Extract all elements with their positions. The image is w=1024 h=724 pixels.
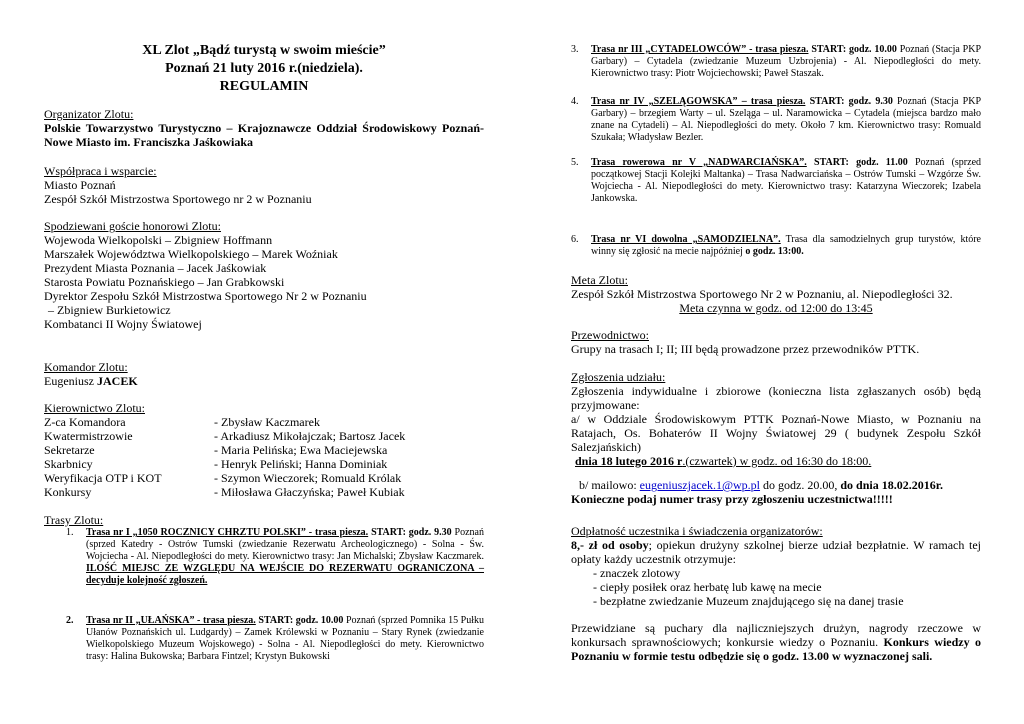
route-number: 3. (571, 44, 579, 55)
guides-text: Grupy na trasach I; II; III będą prowadzone przez przewodników PTTK. (571, 342, 920, 356)
meta-label: Meta Zlotu: (571, 273, 628, 287)
management-role: Konkursy (44, 485, 92, 499)
route-number: 2. (66, 615, 74, 626)
cooperation-item: Zespół Szkół Mistrzostwa Sportowego nr 2 w Poznaniu (44, 192, 312, 206)
organizer-section (44, 107, 484, 149)
registration-mail (571, 478, 981, 492)
management-person: - Miłosława Głaczyńska; Paweł Kubiak (214, 485, 405, 499)
route-number: 4. (571, 96, 579, 107)
meta-section (571, 273, 981, 315)
registration-section (571, 370, 981, 506)
route-1 (66, 527, 484, 587)
route-deadline: o godz. 13:00. (745, 246, 804, 257)
prizes-section (571, 621, 981, 663)
registration-date-rest: .(czwartek) w godz. od 16:30 do 18:00. (682, 454, 872, 468)
document-heading: REGULAMIN (219, 79, 309, 94)
route-name: Trasa nr I „1050 ROCZNICY CHRZTU POLSKI” - trasa piesza. (86, 527, 369, 538)
fee-label: Odpłatność uczestnika i świadczenia organizatorów: (571, 524, 823, 538)
route-5 (571, 157, 981, 205)
route-start: START: godz. 9.30 (809, 96, 893, 107)
guest-item: Starosta Powiatu Poznańskiego – Jan Grabkowski (44, 275, 285, 289)
commander-name (44, 374, 484, 388)
meta-place: Zespół Szkół Mistrzostwa Sportowego Nr 2 w Poznaniu, al. Niepodległości 32. (571, 287, 953, 301)
management-label: Kierownictwo Zlotu: (44, 401, 145, 415)
registration-office: a/ w Oddziale Środowiskowym PTTK Poznań-Nowe Miasto, w Poznaniu na Ratajach, Os. Bohaterów II Wojny Światowej 29 ( budynek Zespołu Szkół Salezjańskich) (571, 412, 981, 454)
route-name: Trasa rowerowa nr V „NADWARCIAŃSKA”. (591, 157, 807, 168)
registration-date-bold: dnia 18 lutego 2016 r (575, 454, 683, 468)
route-description: Poznań (sprzed Katedry - Ostrów Tumski (zwiedzanie Rezerwatu Archeologicznego) - Solna - Św. Wojciecha - Al. Niepodległości do mety. Kierownictwo trasy: Jan Michalski; Zbysław Kaczmarek. (86, 527, 484, 562)
event-title: XL Zlot „Bądź turystą w swoim mieście” (142, 43, 386, 58)
route-start: START: godz. 10.00 (811, 44, 897, 55)
prizes-text: Przewidziane są puchary dla najliczniejszych drużyn, nagrody rzeczowe w konkursach sprawnościowych; konkursie wiedzy o Poznaniu. (571, 621, 981, 649)
route-start: START: godz. 11.00 (814, 157, 908, 168)
route-number: 1. (66, 527, 74, 538)
fee-description: ; opiekun drużyny szkolnej bierze udział bezpłatnie. W ramach tej opłaty każdy uczestnik otrzymuje: (571, 538, 981, 566)
route-3 (571, 44, 981, 80)
route-name: Trasa nr II „UŁAŃSKA” - trasa piesza. (86, 615, 256, 626)
organizer-label: Organizator Zlotu: (44, 107, 134, 121)
guest-item: Wojewoda Wielkopolski – Zbigniew Hoffmann (44, 233, 273, 247)
fee-benefits-list (571, 566, 981, 608)
registration-label: Zgłoszenia udziału: (571, 370, 666, 384)
cooperation-label: Współpraca i wsparcie: (44, 164, 157, 178)
guides-label: Przewodnictwo: (571, 328, 649, 342)
management-role: Kwatermistrzowie (44, 429, 133, 443)
title-block (44, 42, 484, 96)
cooperation-section (44, 164, 484, 206)
management-row (44, 429, 484, 443)
cooperation-item: Miasto Poznań (44, 178, 116, 192)
management-person: - Henryk Peliński; Hanna Dominiak (214, 457, 388, 471)
commander-last: JACEK (97, 374, 138, 388)
meta-hours: Meta czynna w godz. od 12:00 do 13:45 (679, 301, 873, 315)
email-link[interactable]: eugeniuszjacek.1@wp.pl (639, 478, 761, 492)
mail-middle: do godz. 20.00, (760, 478, 841, 492)
commander-first: Eugeniusz (44, 374, 94, 388)
organizer-name: Polskie Towarzystwo Turystyczno – Krajoznawcze Oddział Środowiskowy Poznań-Nowe Miasto im. Franciszka Jaśkowiaka (44, 121, 484, 149)
route-6 (571, 234, 981, 258)
route-description: Poznań (Stacja PKP Garbary) – brzegiem Warty – ul. Szeląga – ul. Naramowicka – Cytadela (miejsca bardzo mało znane na Cytadeli) – Al. Niepodległości do mety. Około 7 km. Kierownictwo trasy: Romuald Szukała; Władysław Bezler. (591, 96, 982, 143)
route-description: Poznań (Stacja PKP Garbary) – Cytadela (zwiedzanie Muzeum Uzbrojenia) - Al. Niepodległości do mety. Kierownictwo trasy: Piotr Wojciechowski; Paweł Staszak. (591, 44, 981, 79)
route-name: Trasa nr III „CYTADELOWCÓW” - trasa piesza. (591, 44, 809, 55)
guests-label: Spodziewani goście honorowi Zlotu: (44, 219, 221, 233)
management-person: - Arkadiusz Mikołajczak; Bartosz Jacek (214, 429, 406, 443)
management-row (44, 485, 484, 499)
event-date: Poznań 21 luty 2016 r.(niedziela). (165, 61, 363, 76)
management-role: Sekretarze (44, 443, 95, 457)
list-item: - ciepły posiłek oraz herbatę lub kawę na mecie (593, 580, 822, 594)
management-row (44, 443, 484, 457)
route-2 (66, 615, 484, 663)
management-role: Z-ca Komandora (44, 415, 126, 429)
routes-label: Trasy Zlotu: (44, 513, 104, 527)
management-person: - Zbysław Kaczmarek (214, 415, 320, 429)
mail-prefix: b/ mailowo: (579, 478, 640, 492)
fee-text (571, 538, 981, 566)
route-number: 6. (571, 234, 579, 245)
management-person: - Maria Pelińska; Ewa Maciejewska (214, 443, 388, 457)
route-name: Trasa nr IV „SZELĄGOWSKA” – trasa piesza. (591, 96, 806, 107)
fee-section (571, 524, 981, 608)
registration-date (571, 454, 981, 468)
route-start: START: godz. 10.00 (258, 615, 344, 626)
guides-section (571, 328, 981, 356)
management-person: - Szymon Wieczorek; Romuald Królak (214, 471, 402, 485)
management-row (44, 415, 484, 429)
route-number: 5. (571, 157, 579, 168)
management-role: Skarbnicy (44, 457, 93, 471)
guest-item: Prezydent Miasta Poznania – Jacek Jaśkowiak (44, 261, 267, 275)
guest-item: Kombatanci II Wojny Światowej (44, 317, 202, 331)
route-name: Trasa nr VI dowolna „SAMODZIELNA”. (591, 234, 781, 245)
guests-section (44, 219, 484, 331)
route-4 (571, 96, 981, 144)
commander-label: Komandor Zlotu: (44, 360, 128, 374)
route-note: ILOŚĆ MIEJSC ZE WZGLĘDU NA WEJŚCIE DO REZERWATU OGRANICZONA – decyduje kolejność zgłoszeń. (86, 563, 484, 586)
registration-note: Konieczne podaj numer trasy przy zgłoszeniu uczestnictwa!!!!! (571, 492, 893, 506)
list-item: - bezpłatne zwiedzanie Muzeum znajdującego się na danej trasie (593, 594, 904, 608)
management-role: Weryfikacja OTP i KOT (44, 471, 162, 485)
management-row (44, 457, 484, 471)
management-section (44, 401, 484, 499)
prizes-contest: Konkurs wiedzy o Poznaniu w formie testu odbędzie się o godz. 13.00 w wyznaczonej sali. (571, 635, 981, 663)
registration-intro: Zgłoszenia indywidualne i zbiorowe (konieczna lista zgłaszanych osób) będą przyjmowane: (571, 384, 981, 412)
route-description: Poznań (sprzed Pomnika 15 Pułku Ułanów Poznańskich ul. Ludgardy) – Zamek Królewski w Poznaniu – Stary Rynek (zwiedzanie Wielkopolskiego Muzeum Wojskowego) - Solna - Al. Niepodległości do mety. Kierownictwo trasy: Halina Bukowska; Barbara Fintzel; Krystyn Bukowski (86, 615, 485, 662)
route-description: Trasa dla samodzielnych grup turystów, które winny się zgłosić na mecie najpóźniej (591, 234, 981, 257)
route-description: Poznań (sprzed początkowej Stacji Kolejki Maltanka) – Trasa Nadwarciańska – Ostrów Tumski – Wzgórze Św. Wojciecha - Al. Niepodległości do mety. Kierownictwo trasy: Katarzyna Wieczorek; Izabela Jankowska. (591, 157, 982, 204)
management-row (44, 471, 484, 485)
guest-item: – Zbigniew Burkietowicz (48, 303, 171, 317)
route-start: START: godz. 9.30 (371, 527, 452, 538)
fee-amount: 8,- zł od osoby (571, 538, 649, 552)
list-item: - znaczek zlotowy (593, 566, 681, 580)
commander-section (44, 360, 484, 388)
guest-item: Marszałek Województwa Wielkopolskiego – Marek Woźniak (44, 247, 338, 261)
guest-item: Dyrektor Zespołu Szkół Mistrzostwa Sportowego Nr 2 w Poznaniu (44, 289, 367, 303)
mail-deadline: do dnia 18.02.2016r. (840, 478, 943, 492)
